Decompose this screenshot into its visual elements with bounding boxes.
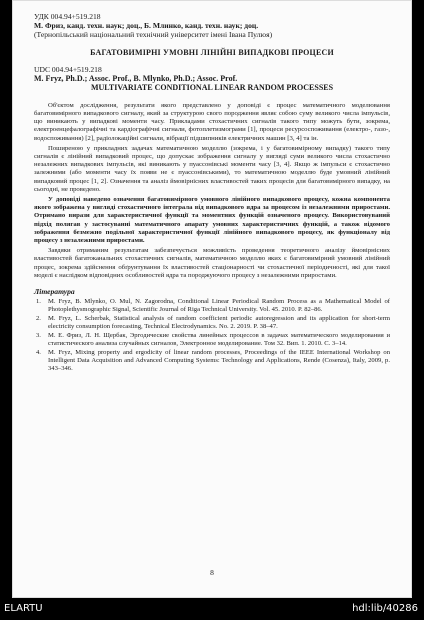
udc-code-en: UDC 004.94+519.218 (34, 64, 102, 74)
abstract-paragraph: Об'єктом дослідження, результати якого представлено у доповіді є процес математичного моделювання багатовимірного випадкового сигналу, який за структурою свого породження являє собою суму великого числа імпульсів, що виникають у випадкові моменти часу. Прикладами стохастичних сигналів такого типу можуть бути, зокрема, електроенцефалографічні та кардіографічні сигнали, фотоплетизмограми [1], процеси ресурсоспоживання (електро-, газо-, водоспоживання) [2], радіолокаційні сигнали, вібрації підшипників електричних машин [3, 4] та ін. (34, 101, 390, 142)
reference-item (34, 298, 390, 314)
references-section (34, 287, 390, 373)
reference-number: 3. (36, 332, 41, 340)
title-ua: БАГАТОВИМІРНІ УМОВНІ ЛІНІЙНІ ВИПАДКОВІ ПРОЦЕСИ (90, 47, 334, 57)
reference-text: М. Е. Фриз, Л. Н. Щербак, Эргодические свойства линейных процессов в задачах математического моделирования и статистического анализа случайных сигналов, Электронное моделирование. Том 32. Вип. 1. 2010. С. 3–14. (48, 332, 390, 348)
reference-text: M. Fryz, L. Scherbak, Statistical analysis of random coefficient periodic autoregression and its application for short-term electricity consumption forecasting, Technical Electrodynamics. No. 2. 2019. P. 38–47. (48, 315, 390, 331)
reference-number: 2. (36, 315, 41, 323)
abstract-paragraph: У доповіді наведено означення багатовимірного умовного лінійного випадкового процесу, кожна компонента якого зображена у вигляді стохастичного інтеграла від випадкового ядра за процесом із незалежними приростами. Отримано вирази для характеристичної функції та моментних функцій означеного процесу. Використовуваний підхід полягав у застосуванні математичного апарату умовних характеристичних функцій, а також відомого зображення безмежно подільної характеристичної функції лінійного випадкового процесу, як функціоналу від процесу з незалежними приростами. (34, 196, 390, 245)
document-page (12, 0, 412, 598)
reference-item (34, 349, 390, 373)
reference-number: 4. (36, 349, 41, 357)
affiliation: (Тернопільський національний технічний університет імені Івана Пулюя) (34, 30, 273, 40)
page-content (34, 12, 390, 373)
page-number: 8 (210, 568, 214, 577)
repository-name: ELARTU (4, 603, 43, 614)
references-list (34, 298, 390, 373)
reference-item (34, 315, 390, 331)
reference-text: M. Fryz, B. Mlynko, O. Mul, N. Zagorodna, Conditional Linear Periodical Random Process as a Mathematical Model of Photoplethysmographic Signal, Scientific Journal of Riga Technical University. Vol. 45. 2010. P. 82–86. (48, 298, 390, 314)
reference-text: M. Fryz, Mixing property and ergodicity of linear random processes, Proceedings of the IEEE International Workshop on Intelligent Data Acquisition and Advanced Computing Systems: Technology and Applications, Rende (Cosenza), Italy, 2009, p. 343–346. (48, 349, 390, 373)
authors-en: M. Fryz, Ph.D.; Assoc. Prof., B. Mlynko, Ph.D.; Assoc. Prof. (34, 73, 238, 83)
reference-item (34, 332, 390, 348)
udc-code-ua: УДК 004.94+519.218 (34, 12, 101, 21)
references-title: Література (34, 287, 75, 297)
handle-id: hdl:lib/40286 (352, 603, 418, 614)
abstract-paragraph: Поширеною у прикладних задачах математичною моделлю (зокрема, і у багатовимірному випадку) такого типу сигналів є лінійний випадковий процес, що допускає зображення сигналу у вигляді суми великого числа стохастично незалежних випадкових імпульсів, які виникають у пуассонівські моменти часу [3, 4]. Якщо ж імпульси є стохастично залежними (або моменти часу їх появи не є пуассонівськими), то математичною моделлю буде умовний лінійний випадковий процес [1, 2]. Означення та аналіз ймовірнісних властивостей таких процесів для багатовимірного випадку, на сьогодні, не проведено. (34, 144, 390, 193)
abstract-paragraph: Завдяки отриманим результатам забезпечується можливість проведення теоретичного аналізу ймовірнісних властивостей багатоканальних стохастичних сигналів, математичною моделлю яких є багатовимірний умовний лінійний процес, зокрема здійснення обґрунтування їх властивостей стаціонарності чи стохастичної періодичності, які для такої моделі є наслідком відповідних особливостей ядра та породжуючого процесу з незалежними приростами. (34, 247, 390, 279)
authors-ua: М. Фриз, канд. техн. наук; доц., Б. Млинко, канд. техн. наук; доц. (34, 21, 259, 31)
footer-bar (0, 598, 424, 620)
abstract (34, 102, 390, 280)
title-en: MULTIVARIATE CONDITIONAL LINEAR RANDOM PROCESSES (90, 83, 334, 93)
reference-number: 1. (36, 298, 41, 306)
